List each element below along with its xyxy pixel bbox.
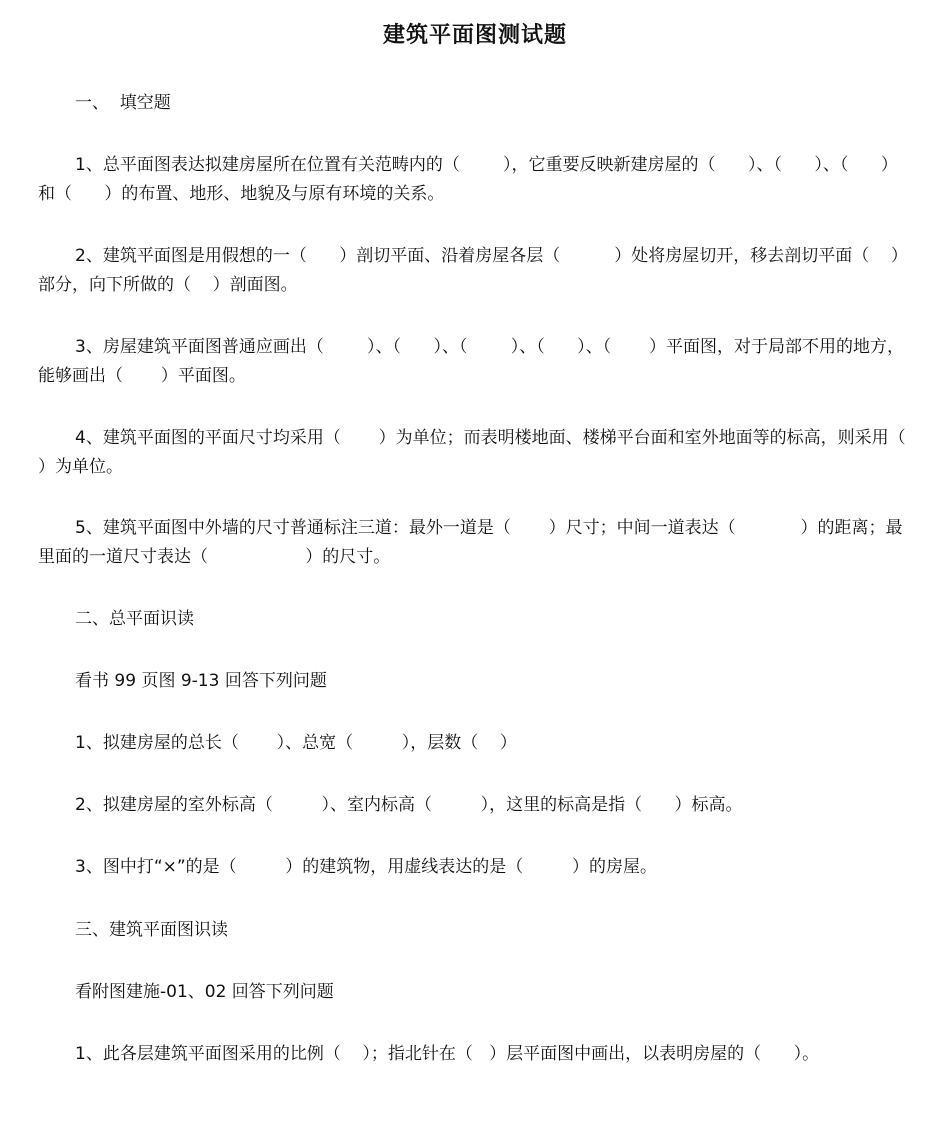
section-2-heading: 二、总平面识读: [75, 609, 194, 629]
question-3-1: 1、此各层建筑平面图采用的比例（ ）；指北针在（ ）层平面图中画出，以表明房屋的（ ）。: [75, 1044, 820, 1064]
question-2-3: 3、图中打“×”的是（ ）的建筑物，用虚线表达的是（ ）的房屋。: [75, 857, 657, 877]
question-1-4: 4、建筑平面图的平面尺寸均采用（ ）为单位；而表明楼地面、楼梯平台面和室外地面等的标高，则采用（ ）为单位。: [38, 428, 928, 477]
section-2-intro: 看书 99 页图 9-13 回答下列问题: [75, 671, 327, 691]
page-title: 建筑平面图测试题: [382, 23, 567, 48]
question-1-1: 1、总平面图表达拟建房屋所在位置有关范畴内的（ ），它重要反映新建房屋的（ ）、（ ）、（ ）和（ ）的布置、地形、地貌及与原有环境的关系。: [38, 155, 898, 204]
question-1-5: 5、建筑平面图中外墙的尺寸普通标注三道：最外一道是（ ）尺寸；中间一道表达（ ）的距离；最里面的一道尺寸表达（ ）的尺寸。: [38, 518, 903, 567]
question-2-2: 2、拟建房屋的室外标高（ ）、室内标高（ ），这里的标高是指（ ）标高。: [75, 795, 743, 815]
question-2-1: 1、拟建房屋的总长（ ）、总宽（ ），层数（ ）: [75, 733, 517, 753]
section-3-heading: 三、建筑平面图识读: [75, 920, 228, 940]
section-3-intro: 看附图建施-01、02 回答下列问题: [75, 982, 334, 1002]
section-1-heading: 一、 填空题: [75, 93, 171, 113]
question-1-2: 2、建筑平面图是用假想的一（ ）剖切平面、沿着房屋各层（ ）处将房屋切开，移去剖切平面（ ）部分，向下所做的（ ）剖面图。: [38, 246, 908, 295]
question-1-3: 3、房屋建筑平面图普通应画出（ ）、（ ）、（ ）、（ ）、（ ）平面图，对于局部不用的地方，能够画出（ ）平面图。: [38, 337, 904, 386]
